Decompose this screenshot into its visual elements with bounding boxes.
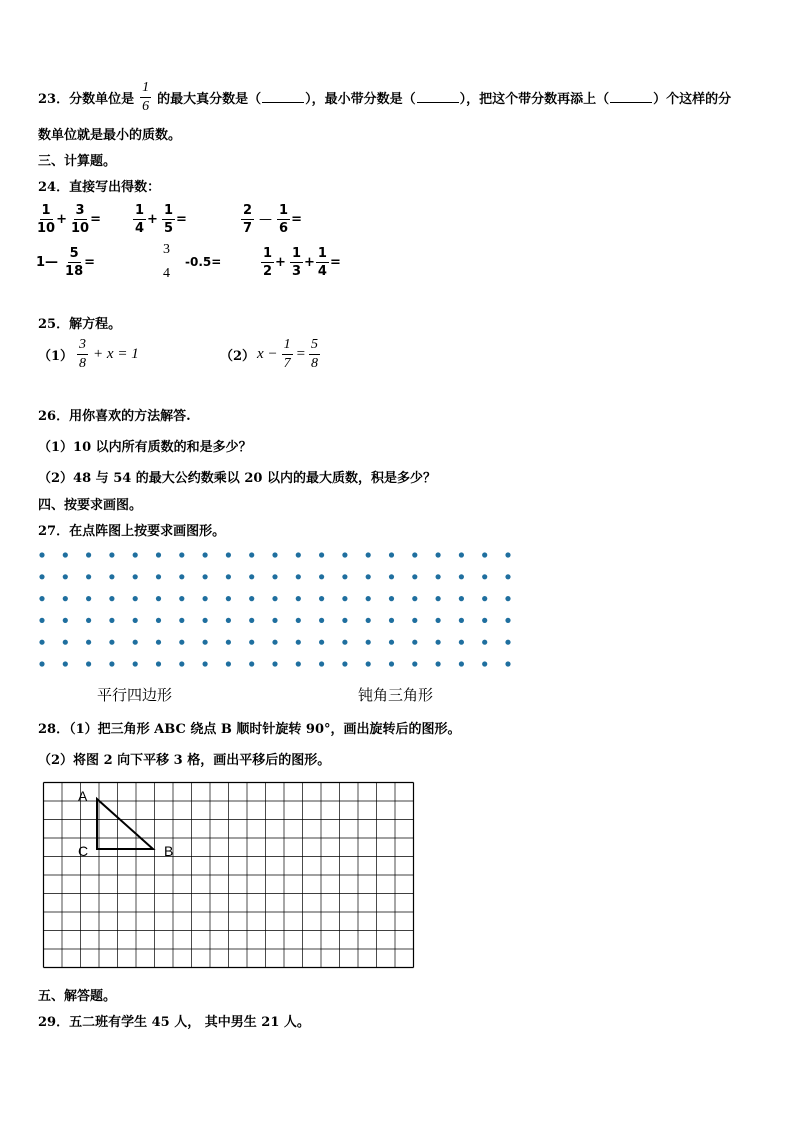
grid-dot (86, 640, 91, 645)
question-26-part-1: （1）10 以内所有质数的和是多少？ (38, 440, 252, 455)
grid-dot (63, 596, 68, 601)
q24-expr-3: $\frac{2}{7}$ — $\frac{1}{6}$ = (243, 203, 302, 236)
grid-dot (179, 552, 184, 557)
grid-dot (296, 552, 301, 557)
grid-dot (459, 640, 464, 645)
grid-dot (296, 618, 301, 623)
section-5-heading: 五、解答题。 (38, 989, 117, 1004)
grid-dot (389, 574, 394, 579)
grid-dot (226, 640, 231, 645)
grid-dot (156, 596, 161, 601)
grid-dot (319, 574, 324, 579)
grid-dot (436, 661, 441, 666)
q23-unit-fraction (140, 81, 151, 114)
grid-dot (39, 574, 44, 579)
square-grid[interactable] (40, 779, 418, 972)
grid-dot (505, 596, 510, 601)
grid-dot (203, 574, 208, 579)
q24-expr-5: 3 4 -0.5= (163, 242, 222, 281)
grid-dot (389, 596, 394, 601)
grid-dot (249, 596, 254, 601)
grid-dot (39, 661, 44, 666)
grid-dot (319, 618, 324, 623)
grid-dot (203, 661, 208, 666)
grid-dot (505, 574, 510, 579)
question-26-part-2: （2）48 与 54 的最大公约数乘以 20 以内的最大质数，积是多少？ (38, 471, 436, 486)
label-c: C (78, 843, 89, 859)
grid-dot (366, 640, 371, 645)
grid-dot (412, 661, 417, 666)
grid-dot (482, 552, 487, 557)
grid-dot (39, 618, 44, 623)
grid-dot (272, 552, 277, 557)
q23-blank-2[interactable] (417, 92, 459, 103)
q24-expr-1: $\frac{1}{10}$ + $\frac{3}{10}$ = (37, 203, 101, 236)
grid-dot (63, 661, 68, 666)
grid-dot (366, 661, 371, 666)
grid-dot (459, 618, 464, 623)
grid-dot (482, 618, 487, 623)
grid-dot (459, 596, 464, 601)
question-27-title: 27．在点阵图上按要求画图形。 (38, 524, 226, 539)
grid-dot (226, 618, 231, 623)
grid-dot (272, 596, 277, 601)
question-28-part-1: 28．（1）把三角形 ABC 绕点 B 顺时针旋转 90°，画出旋转后的图形。 (38, 722, 461, 737)
grid-dot (412, 618, 417, 623)
grid-dot (482, 661, 487, 666)
grid-dot (109, 552, 114, 557)
grid-dot (86, 552, 91, 557)
grid-dot (319, 640, 324, 645)
grid-dot (412, 596, 417, 601)
caption-obtuse-triangle: 钝角三角形 (358, 686, 434, 704)
grid-dot (482, 640, 487, 645)
q25-equation-1: （1） $\frac{3}{8}$ + x = 1 (38, 337, 139, 371)
grid-dot (63, 552, 68, 557)
grid-dot (319, 552, 324, 557)
grid-dot (482, 574, 487, 579)
grid-dot (342, 661, 347, 666)
q23-text-2: 的最大真分数是（ (157, 91, 262, 107)
grid-dot (436, 596, 441, 601)
grid-dot (63, 618, 68, 623)
grid-dot (459, 574, 464, 579)
grid-dot (389, 640, 394, 645)
q23-text-4: ），把这个带分数再添上（ (459, 91, 610, 107)
question-29-text: 29．五二班有学生 45 人， 其中男生 21 人。 (38, 1015, 310, 1030)
grid-dot (133, 640, 138, 645)
grid-dot (203, 618, 208, 623)
q24-expr-6: $\frac{1}{2}$ + $\frac{1}{3}$ + $\frac{1}{4}$ = (263, 246, 341, 279)
grid-dot (156, 552, 161, 557)
grid-dot (296, 574, 301, 579)
grid-dot (133, 618, 138, 623)
grid-dot (63, 574, 68, 579)
grid-dot (109, 574, 114, 579)
grid-dot (203, 596, 208, 601)
question-23-line2: 数单位就是最小的质数。 (38, 128, 182, 143)
grid-dot (109, 640, 114, 645)
grid-dot (109, 661, 114, 666)
q23-text-1: 分数单位是 (69, 91, 135, 107)
grid-dot (272, 640, 277, 645)
grid-dot (249, 640, 254, 645)
question-26-title: 26．用你喜欢的方法解答. (38, 409, 191, 424)
grid-dot (179, 574, 184, 579)
grid-dot (389, 618, 394, 623)
grid-dot (436, 574, 441, 579)
grid-dot (249, 552, 254, 557)
question-23-line1 (38, 80, 731, 114)
grid-dot (249, 574, 254, 579)
grid-dot (272, 661, 277, 666)
grid-dot (296, 596, 301, 601)
grid-dot (296, 661, 301, 666)
section-4-heading: 四、按要求画图。 (38, 498, 143, 513)
grid-dot (179, 618, 184, 623)
grid-dot (133, 552, 138, 557)
grid-dot (226, 661, 231, 666)
grid-dot (342, 596, 347, 601)
grid-lines (44, 783, 414, 968)
grid-dot (249, 618, 254, 623)
grid-dot (133, 661, 138, 666)
grid-dot (342, 552, 347, 557)
grid-dot (412, 640, 417, 645)
grid-dot (272, 618, 277, 623)
grid-dot (505, 552, 510, 557)
grid-dot (342, 618, 347, 623)
grid-dot (86, 596, 91, 601)
grid-dot (179, 661, 184, 666)
grid-dot (389, 661, 394, 666)
grid-dot (366, 574, 371, 579)
section-3-heading: 三、计算题。 (38, 154, 117, 169)
grid-dot (203, 640, 208, 645)
grid-dot (179, 596, 184, 601)
q24-expr-4: 1— $\frac{5}{18}$ = (36, 246, 96, 279)
q23-blank-3[interactable] (610, 92, 652, 103)
q23-text-3: ），最小带分数是（ (305, 91, 416, 107)
grid-dot (86, 618, 91, 623)
grid-dot (226, 574, 231, 579)
grid-dot (505, 640, 510, 645)
grid-dot (366, 596, 371, 601)
grid-dot (249, 661, 254, 666)
grid-dot (459, 661, 464, 666)
grid-dot (412, 552, 417, 557)
grid-dot (156, 574, 161, 579)
grid-dot (342, 640, 347, 645)
grid-dot (156, 618, 161, 623)
grid-dot (459, 552, 464, 557)
grid-dot (226, 552, 231, 557)
grid-dot (436, 552, 441, 557)
question-24-title: 24．直接写出得数： (38, 180, 161, 195)
q24-expr-2: $\frac{1}{4}$ + $\frac{1}{5}$ = (135, 203, 187, 236)
grid-dot (133, 574, 138, 579)
grid-dot (505, 661, 510, 666)
caption-parallelogram: 平行四边形 (97, 686, 173, 704)
grid-dot (342, 574, 347, 579)
label-a: A (78, 788, 88, 804)
grid-dot (296, 640, 301, 645)
triangle-abc (97, 799, 153, 849)
grid-dot (482, 596, 487, 601)
q25-equation-2: （2） x − $\frac{1}{7}$ = $\frac{5}{8}$ (220, 337, 319, 371)
grid-dot (39, 596, 44, 601)
q23-blank-1[interactable] (262, 92, 304, 103)
grid-dot (86, 574, 91, 579)
grid-dot (366, 552, 371, 557)
grid-dot (86, 661, 91, 666)
grid-dot (133, 596, 138, 601)
q23-frac-numerator: 1 (140, 81, 151, 98)
question-28-part-2: （2）将图 2 向下平移 3 格，画出平移后的图形。 (38, 753, 331, 768)
grid-dot (436, 640, 441, 645)
label-b: B (164, 843, 174, 859)
question-25-title: 25．解方程。 (38, 317, 122, 332)
grid-dot (39, 640, 44, 645)
q23-number: 23． (38, 91, 70, 107)
dot-grid[interactable] (30, 545, 520, 673)
grid-dot (156, 661, 161, 666)
grid-dot (226, 596, 231, 601)
grid-dot (179, 640, 184, 645)
q23-frac-denominator: 6 (142, 98, 150, 114)
grid-dot (156, 640, 161, 645)
grid-dot (39, 552, 44, 557)
grid-dot (109, 596, 114, 601)
grid-dot (389, 552, 394, 557)
grid-dot (412, 574, 417, 579)
grid-dot (319, 661, 324, 666)
grid-dot (505, 618, 510, 623)
grid-dot (366, 618, 371, 623)
grid-dot (109, 618, 114, 623)
grid-dot (436, 618, 441, 623)
grid-dot (203, 552, 208, 557)
grid-dot (319, 596, 324, 601)
grid-dot (63, 640, 68, 645)
grid-dot (272, 574, 277, 579)
q23-text-5: ）个这样的分 (653, 91, 732, 107)
